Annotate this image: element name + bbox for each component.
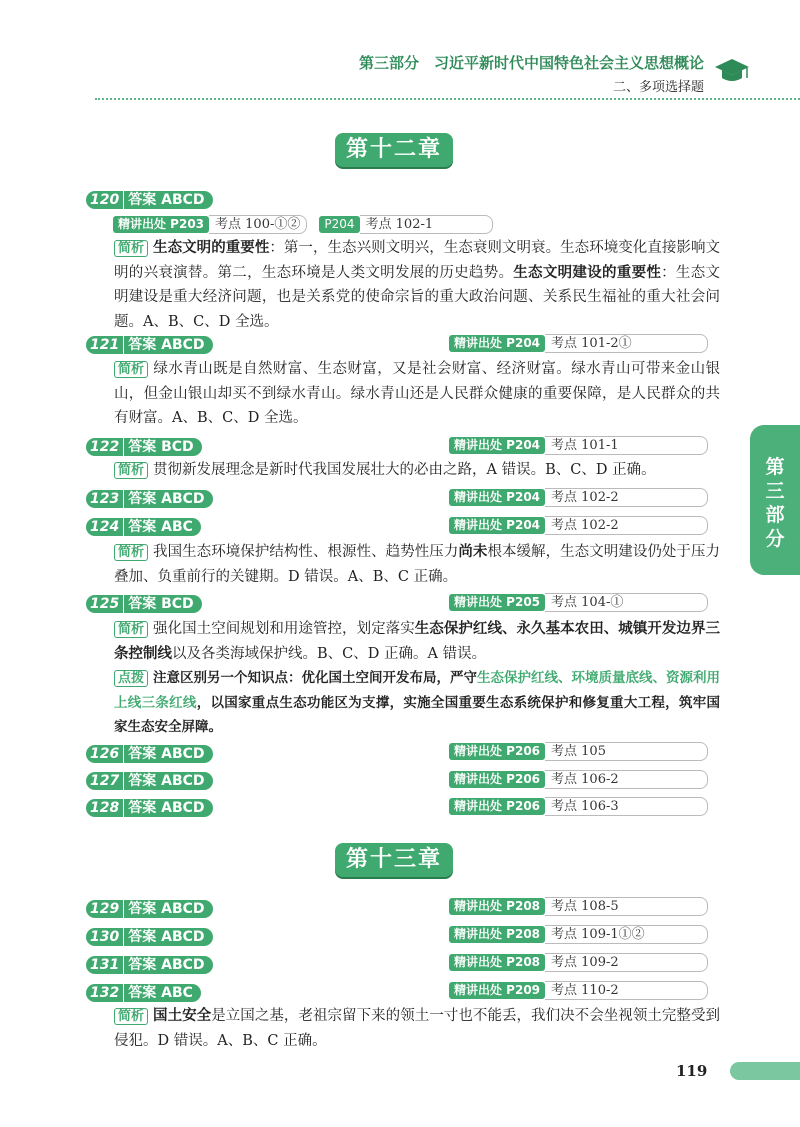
knowledge-point: 考点 109-2 <box>545 953 708 972</box>
knowledge-point: 考点 101-1 <box>545 436 708 455</box>
brief-analysis-120: 简析 生态文明的重要性：第一，生态兴则文明兴，生态衰则文明衰。生态环境变化直接影响文明的兴衰演替。第二，生态环境是人类文明发展的历史趋势。生态文明建设的重要性：生态文明建设是重大经济问题，也是关系党的使命宗旨的重大政治问题、关系民生福祉的重大社会问题。A、B、C、D 全选。 <box>114 239 721 330</box>
page-number-bar <box>730 1062 800 1080</box>
source-tag: 精讲出处 P205 <box>449 594 545 611</box>
answer-row-124 <box>86 517 201 537</box>
source-tag: 精讲出处 P204 <box>449 335 545 352</box>
question-number: 122 <box>86 438 123 456</box>
answer-label: 答案 ABC <box>124 518 201 536</box>
knowledge-point: 考点 106-2 <box>545 770 708 789</box>
source-tag: 精讲出处 P206 <box>449 743 545 760</box>
knowledge-point: 考点 110-2 <box>545 981 708 1000</box>
source-row-130 <box>449 925 708 944</box>
brief-tag: 简析 <box>114 361 148 378</box>
brief-tag: 简析 <box>114 462 148 479</box>
source-row-123 <box>449 488 708 507</box>
answer-row-129 <box>86 899 213 919</box>
chapter-title-12: 第十二章 <box>335 133 453 167</box>
question-number: 128 <box>86 799 123 817</box>
question-number: 132 <box>86 984 123 1002</box>
header-divider <box>95 98 800 100</box>
knowledge-point: 考点 100-①② <box>209 215 307 234</box>
brief-tag: 简析 <box>114 544 148 561</box>
source-tag: 精讲出处 P208 <box>449 926 545 943</box>
page-header <box>0 0 800 100</box>
question-number: 129 <box>86 900 123 918</box>
answer-label: 答案 ABCD <box>124 490 212 508</box>
answer-label: 答案 BCD <box>124 595 201 613</box>
answer-row-128 <box>86 798 213 818</box>
source-tag: 精讲出处 P208 <box>449 898 545 915</box>
brief-analysis-121: 简析 绿水青山既是自然财富、生态财富，又是社会财富、经济财富。绿水青山可带来金山银山，但金山银山却买不到绿水青山。绿水青山还是人民群众健康的重要保障，是人民群众的共有财富。A、B、C、D 全选。 <box>114 361 720 426</box>
point-tag: 点拨 <box>114 670 148 687</box>
knowledge-point: 考点 102-2 <box>545 488 708 507</box>
knowledge-point: 考点 109-1①② <box>545 925 708 944</box>
answer-row-132 <box>86 983 201 1003</box>
source-tag: 精讲出处 P208 <box>449 954 545 971</box>
question-number: 131 <box>86 956 123 974</box>
answer-row-121 <box>86 335 213 355</box>
source-tag: 精讲出处 P209 <box>449 982 545 999</box>
question-number: 124 <box>86 518 123 536</box>
source-row-132 <box>449 981 708 1000</box>
brief-tag: 简析 <box>114 240 148 257</box>
source-row-122 <box>449 436 708 455</box>
source-row-126 <box>449 742 708 761</box>
source-row-127 <box>449 770 708 789</box>
chapter-title-13: 第十三章 <box>335 843 453 877</box>
key-point-125: 点拨 注意区别另一个知识点：优化国土空间开发布局，严守生态保护红线、环境质量底线、资源利用上线三条红线，以国家重点生态功能区为支撑，实施全国重要生态系统保护和修复重大工程，筑牢国家生态安全屏障。 <box>114 670 721 735</box>
knowledge-point: 考点 105 <box>545 742 708 761</box>
source-tag: 精讲出处 P204 <box>449 437 545 454</box>
answer-row-127 <box>86 771 213 791</box>
answer-label: 答案 ABCD <box>124 191 212 209</box>
side-section-tab <box>750 425 800 575</box>
brief-tag: 简析 <box>114 1008 148 1025</box>
question-number: 120 <box>86 191 123 209</box>
graduation-cap-icon <box>714 56 750 86</box>
brief-tag: 简析 <box>114 621 148 638</box>
answer-label: 答案 ABCD <box>124 336 212 354</box>
source-tag: 精讲出处 P204 <box>449 489 545 506</box>
answer-row-131 <box>86 955 213 975</box>
answer-label: 答案 ABC <box>124 984 201 1002</box>
answer-label: 答案 ABCD <box>124 799 212 817</box>
side-tab-label: 第三部分 <box>765 456 785 550</box>
source-row-129 <box>449 897 708 916</box>
source-row-125 <box>449 593 708 612</box>
header-part-title: 第三部分 习近平新时代中国特色社会主义思想概论 <box>358 54 704 72</box>
source-row-131 <box>449 953 708 972</box>
answer-label: 答案 BCD <box>124 438 201 456</box>
answer-label: 答案 ABCD <box>124 956 212 974</box>
knowledge-point: 考点 108-5 <box>545 897 708 916</box>
source-tag: 精讲出处 P203 <box>113 216 209 233</box>
question-number: 126 <box>86 745 123 763</box>
source-row-124 <box>449 516 708 535</box>
answer-row-122 <box>86 437 202 457</box>
question-number: 121 <box>86 336 123 354</box>
source-tag: 精讲出处 P206 <box>449 771 545 788</box>
brief-analysis-124: 简析 我国生态环境保护结构性、根源性、趋势性压力尚未根本缓解，生态文明建设仍处于压力叠加、负重前行的关键期。D 错误。A、B、C 正确。 <box>114 543 721 585</box>
header-section-title: 二、多项选择题 <box>612 80 704 95</box>
answer-label: 答案 ABCD <box>124 772 212 790</box>
answer-row-125 <box>86 594 202 614</box>
knowledge-point: 考点 102-1 <box>360 215 493 234</box>
brief-analysis-132: 简析 国土安全是立国之基，老祖宗留下来的领土一寸也不能丢，我们决不会坐视领土完整受到侵犯。D 错误。A、B、C 正确。 <box>114 1007 721 1049</box>
knowledge-point: 考点 104-① <box>545 593 708 612</box>
answer-label: 答案 ABCD <box>124 928 212 946</box>
answer-row-123 <box>86 489 213 509</box>
knowledge-point: 考点 101-2① <box>545 334 708 353</box>
source-row-121 <box>449 334 708 353</box>
answer-row-126 <box>86 744 213 764</box>
answer-row-130 <box>86 927 213 947</box>
source-tag: P204 <box>319 216 359 233</box>
question-number: 127 <box>86 772 123 790</box>
page-number: 119 <box>676 1062 708 1080</box>
source-tag: 精讲出处 P204 <box>449 517 545 534</box>
question-number: 125 <box>86 595 123 613</box>
answer-label: 答案 ABCD <box>124 745 212 763</box>
brief-analysis-122: 简析 贯彻新发展理念是新时代我国发展壮大的必由之路，A 错误。B、C、D 正确。 <box>114 458 720 483</box>
question-number: 130 <box>86 928 123 946</box>
source-tag: 精讲出处 P206 <box>449 798 545 815</box>
source-row-128 <box>449 797 708 816</box>
knowledge-point: 考点 106-3 <box>545 797 708 816</box>
source-row-120 <box>113 215 493 234</box>
answer-label: 答案 ABCD <box>124 900 212 918</box>
knowledge-point: 考点 102-2 <box>545 516 708 535</box>
brief-analysis-125: 简析 强化国土空间规划和用途管控，划定落实生态保护红线、永久基本农田、城镇开发边界三条控制线以及各类海域保护线。B、C、D 正确。A 错误。 <box>114 620 721 662</box>
answer-row-120 <box>86 190 213 210</box>
question-number: 123 <box>86 490 123 508</box>
